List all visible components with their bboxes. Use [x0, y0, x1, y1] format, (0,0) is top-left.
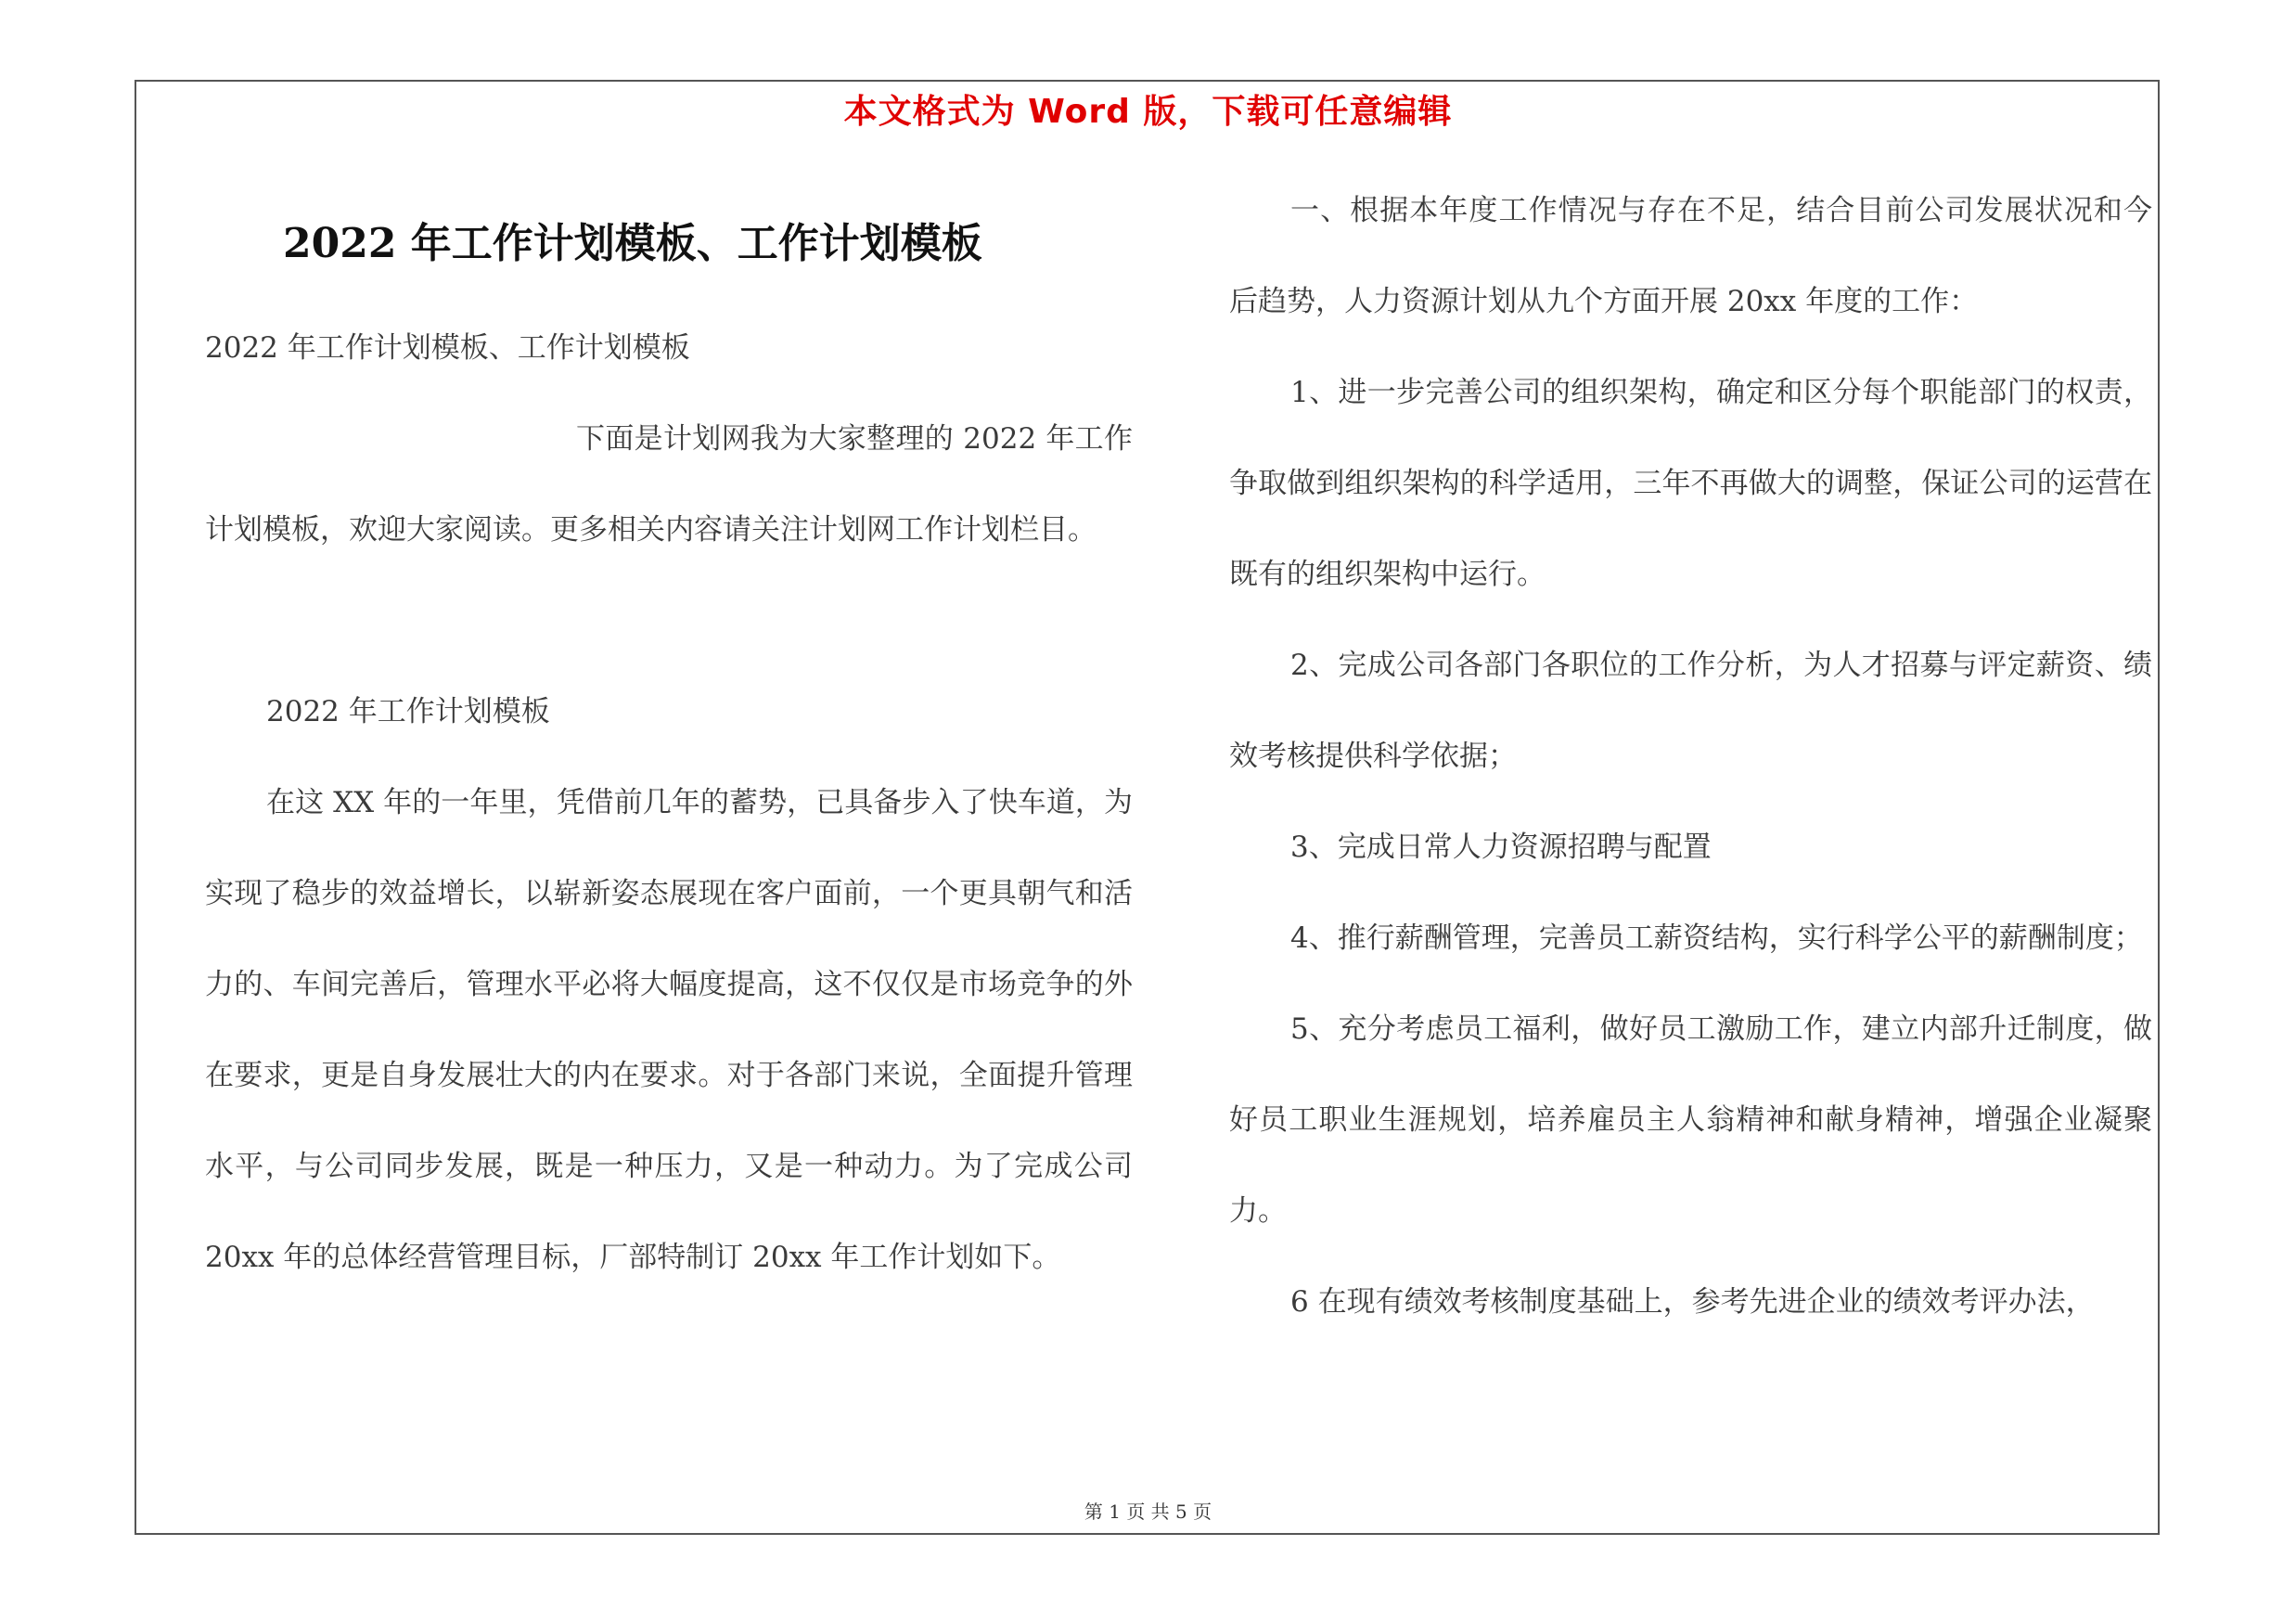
- format-banner: 本文格式为 Word 版，下载可任意编辑: [843, 93, 1453, 131]
- section-heading: 2022 年工作计划模板: [266, 695, 550, 728]
- page-number: 第 1 页 共 5 页: [1084, 1501, 1212, 1523]
- right-column: [1229, 165, 2152, 1347]
- left-column: [205, 303, 1133, 1303]
- blank-line: [205, 575, 1133, 666]
- document-title: 2022 年工作计划模板、工作计划模板: [283, 220, 982, 267]
- plan-item-6: 6 在现有绩效考核制度基础上，参考先进企业的绩效考评办法，: [1290, 1285, 2095, 1319]
- plan-item-1: 1、进一步完善公司的组织架构，确定和区分每个职能部门的权责，争取做到组织架构的科学适用，三年不再做大的调整，保证公司的运营在既有的组织架构中运行。: [1229, 376, 2152, 591]
- plan-item-2: 2、完成公司各部门各职位的工作分析，为人才招募与评定薪资、绩效考核提供科学依据；: [1229, 649, 2152, 773]
- body-paragraph: 在这 XX 年的一年里，凭借前几年的蓄势，已具备步入了快车道，为实现了稳步的效益增长，以崭新姿态展现在客户面前，一个更具朝气和活力的、车间完善后，管理水平必将大幅度提高，这不仅仅是市场竞争的外在要求，更是自身发展壮大的内在要求。对于各部门来说，全面提升管理水平，与公司同步发展，既是一种压力，又是一种动力。为了完成公司 20xx 年的总体经营管理目标，厂部特制订 20xx 年工作计划如下。: [205, 786, 1133, 1274]
- subtitle-paragraph: 2022 年工作计划模板、工作计划模板: [205, 331, 690, 365]
- plan-item-3: 3、完成日常人力资源招聘与配置: [1290, 831, 1712, 864]
- intro-paragraph: 下面是计划网我为大家整理的 2022 年工作计划模板，欢迎大家阅读。更多相关内容请关注计划网工作计划栏目。: [205, 422, 1133, 547]
- plan-item-5: 5、充分考虑员工福利，做好员工激励工作，建立内部升迁制度，做好员工职业生涯规划，培养雇员主人翁精神和献身精神，增强企业凝聚力。: [1229, 1012, 2152, 1228]
- plan-item-4: 4、推行薪酬管理，完善员工薪资结构，实行科学公平的薪酬制度；: [1290, 921, 2143, 955]
- plan-overview-paragraph: 一、根据本年度工作情况与存在不足，结合目前公司发展状况和今后趋势，人力资源计划从九个方面开展 20xx 年度的工作：: [1229, 194, 2152, 318]
